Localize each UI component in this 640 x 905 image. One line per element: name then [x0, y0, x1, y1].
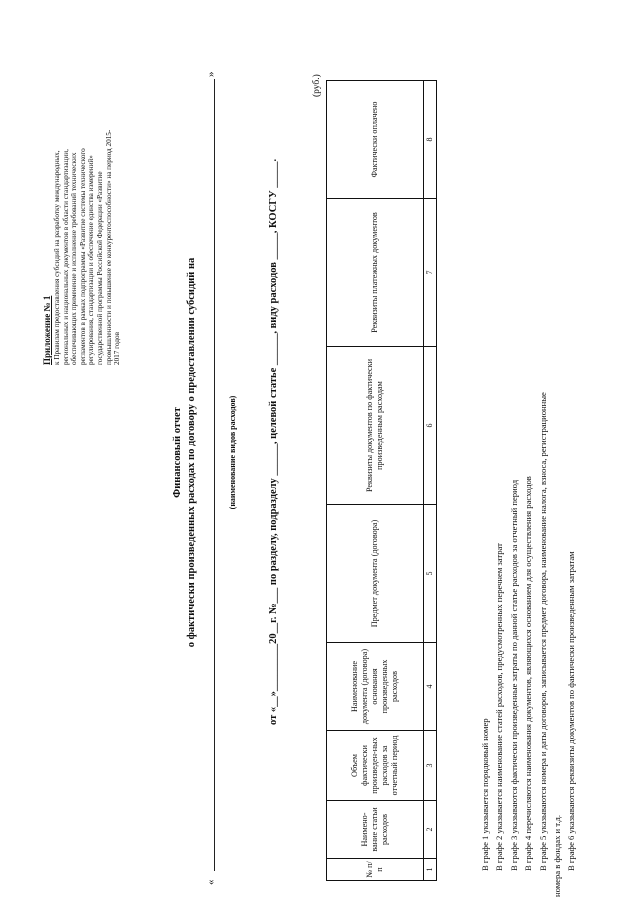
note-line: В графе 1 указывается порядковый номер — [480, 718, 490, 871]
note-line: В графе 6 указываются реквизиты документов по фактически произведенным затратам — [566, 551, 577, 871]
column-number: 4 — [424, 643, 437, 731]
header-cell: Реквизиты документов по фактически произведенным расходам — [327, 347, 424, 505]
report-table — [326, 80, 437, 881]
note-line: номера в фондах и т.д. — [552, 814, 563, 897]
table-header-row — [327, 81, 424, 881]
appendix-line: регламентов в рамках подпрограммы «Развитие системы технического — [78, 148, 87, 365]
table-number-row — [424, 81, 437, 881]
appendix-title: Приложение № 1 — [42, 295, 52, 365]
column-number: 3 — [424, 731, 437, 801]
fill-in-line — [214, 79, 215, 871]
header-cell: Предмет документа (договора) — [327, 505, 424, 643]
quote-close-mark: » — [205, 71, 217, 77]
header-cell: Объем фактически произведен-ных расходов за отчетный период — [327, 731, 424, 801]
note-line: В графе 3 указываются фактически произведенные затраты по данной статье расходов за отчетный период — [508, 479, 519, 871]
header-cell: Наименование документа (договора) основания произведенных расходов — [327, 643, 424, 731]
column-number: 1 — [424, 859, 437, 881]
appendix-line: обеспечивающих применение и исполнение требований технических — [70, 152, 79, 365]
appendix-line: регулирования, стандартизации и обеспечение единства измерений» — [87, 155, 96, 365]
header-cell: Фактически оплачено — [327, 81, 424, 199]
notes-block — [478, 57, 579, 897]
appendix-block — [42, 35, 122, 365]
header-cell: Реквизиты платежных документов — [327, 199, 424, 347]
header-cell: № п/п — [327, 859, 424, 881]
note-line: В графе 4 перечисляются наименования документов, являющихся основанием для осуществления расходов — [523, 476, 534, 871]
appendix-line: государственной программы Российской Федерации «Развитие — [95, 171, 104, 365]
column-number: 7 — [424, 199, 437, 347]
report-title: Финансовый отчет — [172, 407, 183, 498]
types-caption: (наименование видов расходов) — [228, 395, 237, 510]
column-number: 5 — [424, 505, 437, 643]
note-line: В графе 5 указываются номера и даты договоров, записывается предмет договора, наименование налога, взноса, регистрационные — [537, 392, 548, 871]
header-cell: Наимено-вание статьи расходов — [327, 801, 424, 859]
date-line: от «__»_________20__г. №___ по разделу, подразделу ______, целевой статье ______, виду расходов _____, КОСГУ _____. — [268, 158, 279, 725]
appendix-line: региональных и национальных документов в области стандартизации, — [61, 149, 70, 365]
note-line: В графе 2 указывается наименование статей расходов, предусмотренных перечнем затрат — [494, 543, 505, 871]
appendix-line: к Правилам предоставления субсидий на разработку международных, — [53, 150, 61, 365]
appendix-line: промышленности и повышение ее конкурентоспособности» на период 2015- — [104, 129, 113, 365]
appendix-line: 2017 годов — [113, 332, 122, 365]
quote-open-mark: « — [205, 879, 217, 885]
unit-label: (руб.) — [312, 74, 322, 97]
report-subtitle: о фактически произведенных расходах по договору о предоставлении субсидий на — [186, 257, 197, 648]
column-number: 8 — [424, 81, 437, 199]
column-number: 2 — [424, 801, 437, 859]
column-number: 6 — [424, 347, 437, 505]
